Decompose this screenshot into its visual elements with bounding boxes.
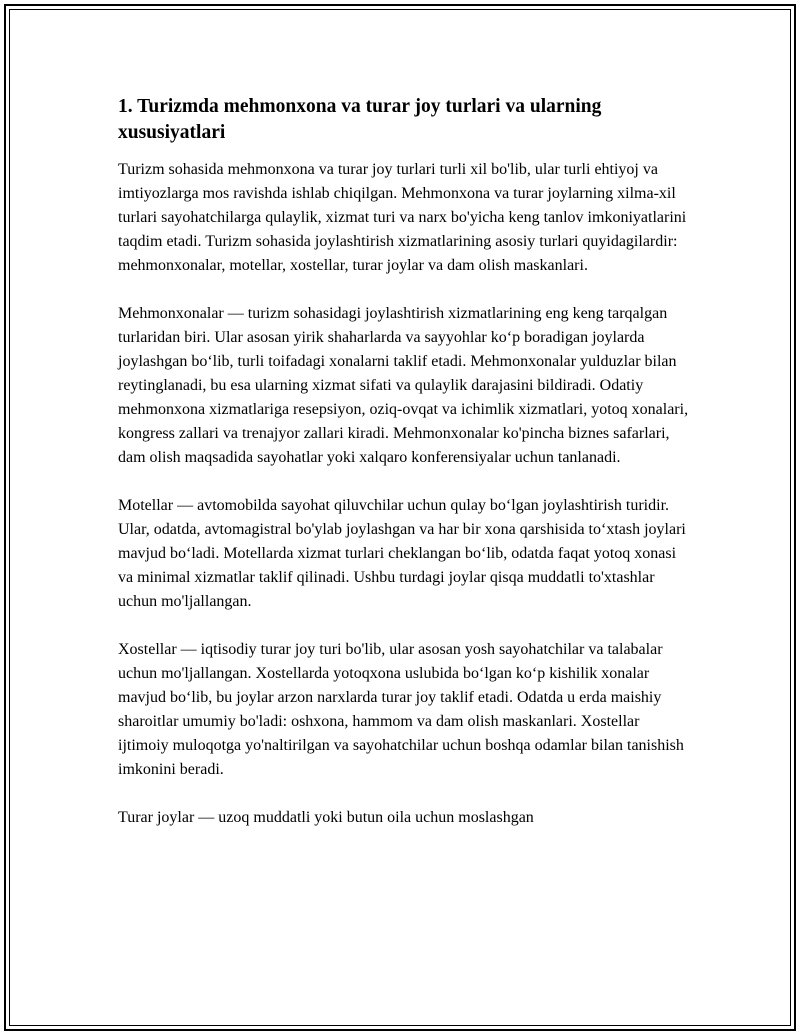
paragraph-motellar: Motellar — avtomobilda sayohat qiluvchilar uchun qulay bo‘lgan joylashtirish turidir. Ular, odatda, avtomagistral bo'ylab joylashgan va har bir xona qarshisida to‘xtash joylari mavjud bo‘ladi. Motellarda xizmat turlari cheklangan bo‘lib, odatda faqat yotoq xonasi va minimal xizmatlar taklif qilinadi. Ushbu turdagi joylar qisqa muddatli to'xtashlar uchun mo'ljallangan. [118,497,686,610]
section-heading: 1. Turizmda mehmonxona va turar joy turlari va ularning xususiyatlari [118,96,602,143]
paragraph-xostellar: Xostellar — iqtisodiy turar joy turi bo'lib, ular asosan yosh sayohatchilar va talabalar uchun mo'ljallangan. Xostellarda yotoqxona uslubida bo‘lgan ko‘p kishilik xonalar mavjud bo‘lib, bu joylar arzon narxlarda turar joy taklif etadi. Odatda u erda maishiy sharoitlar umumiy bo'ladi: oshxona, hammom va dam olish maskanlari. Xostellar ijtimoiy muloqotga yo'naltirilgan va sayohatchilar uchun boshqa odamlar bilan tanishish imkonini beradi. [118,641,684,778]
document-body [118,94,692,830]
paragraph-mehmonxonalar: Mehmonxonalar — turizm sohasidagi joylashtirish xizmatlarining eng keng tarqalgan turlaridan biri. Ular asosan yirik shaharlarda va sayyohlar ko‘p boradigan joylarda joylashgan bo‘lib, turli toifadagi xonalarni taklif etadi. Mehmonxonalar yulduzlar bilan reytinglanadi, bu esa ularning xizmat sifati va qulaylik darajasini bildiradi. Odatiy mehmonxona xizmatlariga resepsiyon, oziq-ovqat va ichimlik xizmatlari, yotoq xonalari, kongress zallari va trenajyor zallari kiradi. Mehmonxonalar ko'pincha biznes safarlari, dam olish maqsadida sayohatlar yoki xalqaro konferensiyalar uchun tanlanadi. [118,305,689,466]
paragraph-turar-joylar: Turar joylar — uzoq muddatli yoki butun oila uchun moslashgan [118,809,534,826]
paragraph-intro: Turizm sohasida mehmonxona va turar joy turlari turli xil bo'lib, ular turli ehtiyoj va imtiyozlarga mos ravishda ishlab chiqilgan. Mehmonxona va turar joylarning xilma-xil turlari sayohatchilarga qulaylik, xizmat turi va narx bo'yicha keng tanlov imkoniyatlarini taqdim etadi. Turizm sohasida joylashtirish xizmatlarining asosiy turlari quyidagilardir: mehmonxonalar, motellar, xostellar, turar joylar va dam olish maskanlari. [118,161,687,274]
